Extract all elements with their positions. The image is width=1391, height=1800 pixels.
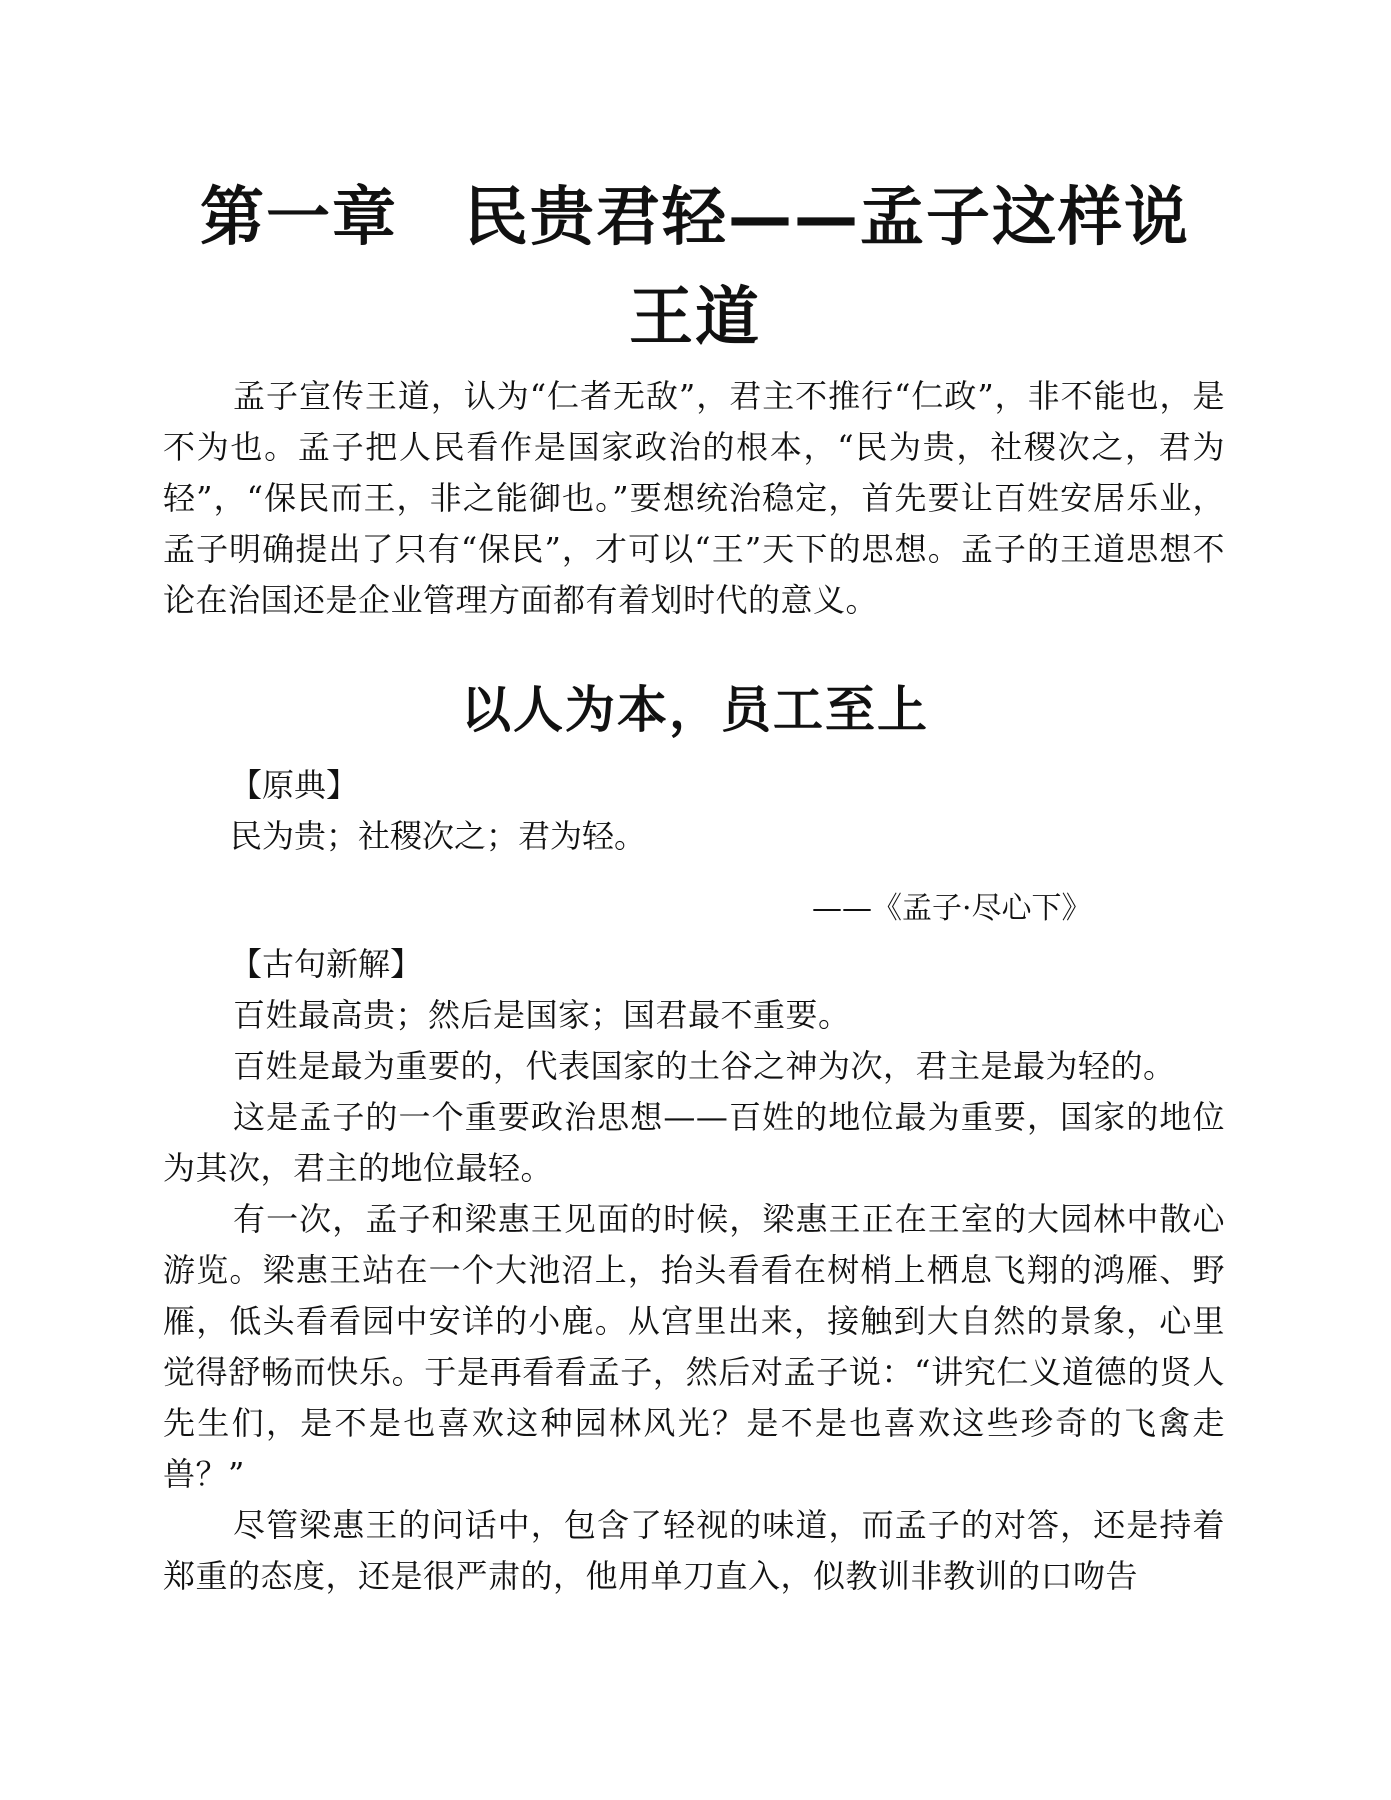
source-citation: ——《孟子·尽心下》	[812, 891, 1092, 926]
intro-paragraph: 孟子宣传王道，认为“仁者无敌”，君主不推行“仁政”，非不能也，是不为也。孟子把人民看作是国家政治的根本，“民为贵，社稷次之，君为轻”，“保民而王，非之能御也。”要想统治稳定，首先要让百姓安居乐业，孟子明确提出了只有“保民”，才可以“王”天下的思想。孟子的王道思想不论在治国还是企业管理方面都有着划时代的意义。	[163, 377, 1225, 619]
original-text: 民为贵；社稷次之；君为轻。	[230, 817, 647, 855]
body-paragraph: 这是孟子的一个重要政治思想——百姓的地位最为重要，国家的地位为其次，君主的地位最轻。	[163, 1098, 1225, 1187]
chapter-title-line-2: 王道	[629, 281, 761, 355]
original-label: 【原典】	[230, 766, 359, 804]
body-paragraph: 有一次，孟子和梁惠王见面的时候，梁惠王正在王室的大园林中散心游览。梁惠王站在一个大池沼上，抬头看看在树梢上栖息飞翔的鸿雁、野雁，低头看看园中安详的小鹿。从宫里出来，接触到大自然的景象，心里觉得舒畅而快乐。于是再看看孟子，然后对孟子说：“讲究仁义道德的贤人先生们，是不是也喜欢这种园林风光？是不是也喜欢这些珍奇的飞禽走兽？”	[163, 1200, 1225, 1493]
body-paragraph: 尽管梁惠王的问话中，包含了轻视的味道，而孟子的对答，还是持着郑重的态度，还是很严肃的，他用单刀直入，似教训非教训的口吻告	[163, 1506, 1225, 1595]
section-title: 以人为本，员工至上	[461, 681, 929, 739]
body-paragraph: 百姓是最为重要的，代表国家的土谷之神为次，君主是最为轻的。	[233, 1047, 1176, 1085]
chapter-title-line-1: 第一章 民贵君轻——孟子这样说	[200, 181, 1190, 255]
new-interpretation-label: 【古句新解】	[230, 945, 423, 983]
body-paragraph: 百姓最高贵；然后是国家；国君最不重要。	[233, 996, 851, 1034]
